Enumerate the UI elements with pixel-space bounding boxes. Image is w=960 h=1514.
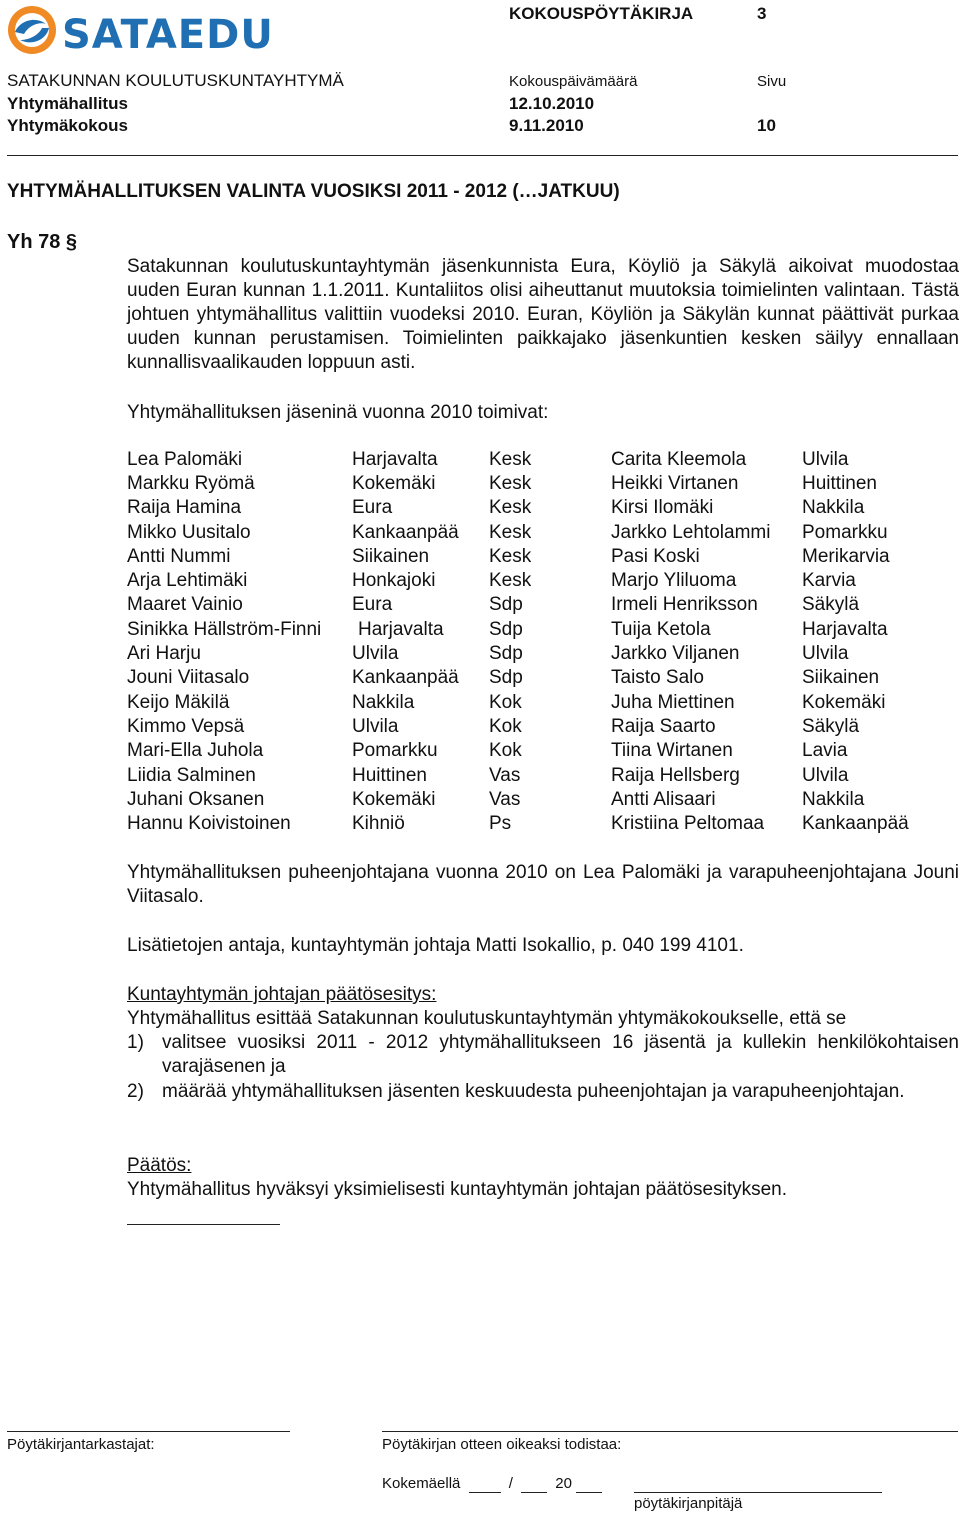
- deputy-town: Säkylä: [802, 716, 860, 737]
- member-town: Harjavalta: [358, 619, 444, 640]
- date-label: Kokouspäivämäärä: [509, 73, 638, 90]
- member-party: Vas: [489, 765, 521, 786]
- member-party: Kesk: [489, 449, 532, 470]
- member-name: Arja Lehtimäki: [127, 570, 248, 591]
- deputy-name: Kristiina Peltomaa: [611, 813, 765, 834]
- member-party: Kesk: [489, 473, 532, 494]
- section-title: YHTYMÄHALLITUKSEN VALINTA VUOSIKSI 2011 - 2012 (…JATKUU): [7, 181, 620, 202]
- member-name: Markku Ryömä: [127, 473, 255, 494]
- sataedu-logo-mark: [6, 4, 58, 56]
- member-town: Pomarkku: [352, 740, 438, 761]
- meeting-body-2: Yhtymäkokous: [7, 116, 128, 135]
- deputy-town: Merikarvia: [802, 546, 890, 567]
- meeting-body-1: Yhtymähallitus: [7, 94, 128, 113]
- deputy-name: Jarkko Viljanen: [611, 643, 740, 664]
- member-party: Kesk: [489, 570, 532, 591]
- deputy-town: Ulvila: [802, 449, 849, 470]
- deputy-town: Huittinen: [802, 473, 877, 494]
- deputy-name: Taisto Salo: [611, 667, 704, 688]
- deputy-town: Kankaanpää: [802, 813, 909, 834]
- deputy-town: Karvia: [802, 570, 856, 591]
- deputy-name: Tuija Ketola: [611, 619, 711, 640]
- day-blank: [469, 1475, 501, 1493]
- doc-number: 3: [757, 4, 767, 23]
- deputy-name: Tiina Wirtanen: [611, 740, 733, 761]
- member-town: Nakkila: [352, 692, 415, 713]
- member-name: Hannu Koivistoinen: [127, 813, 291, 834]
- deputy-town: Harjavalta: [802, 619, 888, 640]
- chair-paragraph: Yhtymähallituksen puheenjohtajana vuonna 2010 on Lea Palomäki ja varapuheenjohtajana Jouni Viitasalo.: [127, 862, 959, 907]
- deputy-town: Nakkila: [802, 497, 865, 518]
- list-text: määrää yhtymähallituksen jäsenten keskuudesta puheenjohtajan ja varapuheenjohtajan.: [162, 1081, 905, 1102]
- deputy-town: Ulvila: [802, 643, 849, 664]
- member-party: Sdp: [489, 619, 523, 640]
- member-town: Ulvila: [352, 643, 399, 664]
- list-number: 1): [127, 1032, 144, 1053]
- deputy-town: Siikainen: [802, 667, 880, 688]
- sataedu-logo: [6, 4, 274, 62]
- member-name: Jouni Viitasalo: [127, 667, 250, 688]
- member-name: Raija Hamina: [127, 497, 242, 518]
- proposal-text: Yhtymähallitus esittää Satakunnan koulutuskuntayhtymän yhtymäkokoukselle, että se: [127, 1008, 847, 1029]
- deputy-town: Säkylä: [802, 594, 860, 615]
- member-party: Vas: [489, 789, 521, 810]
- sataedu-logo-text: SATAEDU: [62, 12, 274, 58]
- deputy-name: Jarkko Lehtolammi: [611, 522, 771, 543]
- deputy-town: Ulvila: [802, 765, 849, 786]
- member-town: Harjavalta: [352, 449, 438, 470]
- deputy-town: Kokemäki: [802, 692, 886, 713]
- member-party: Kok: [489, 740, 522, 761]
- member-name: Lea Palomäki: [127, 449, 243, 470]
- member-party: Kesk: [489, 546, 532, 567]
- deputy-name: Juha Miettinen: [611, 692, 735, 713]
- member-town: Kankaanpää: [352, 667, 459, 688]
- deputy-name: Heikki Virtanen: [611, 473, 739, 494]
- member-party: Kok: [489, 716, 522, 737]
- deputy-name: Raija Hellsberg: [611, 765, 740, 786]
- footer-divider-left: [7, 1431, 290, 1432]
- deputy-town: Lavia: [802, 740, 848, 761]
- list-number: 2): [127, 1081, 144, 1102]
- deputy-name: Kirsi Ilomäki: [611, 497, 714, 518]
- member-name: Antti Nummi: [127, 546, 231, 567]
- doc-type: KOKOUSPÖYTÄKIRJA: [509, 4, 694, 23]
- member-name: Sinikka Hällström-Finni: [127, 619, 322, 640]
- year-blank: [576, 1475, 602, 1493]
- member-name: Keijo Mäkilä: [127, 692, 230, 713]
- deputy-name: Antti Alisaari: [611, 789, 716, 810]
- member-party: Kesk: [489, 522, 532, 543]
- member-name: Liidia Salminen: [127, 765, 256, 786]
- item-number: Yh 78 §: [7, 231, 78, 253]
- deputy-name: Marjo Yliluoma: [611, 570, 737, 591]
- list-text: valitsee vuosiksi 2011 - 2012 yhtymähallitukseen 16 jäsentä ja kullekin henkilökohtaisen varajäsenen ja: [162, 1032, 959, 1077]
- member-party: Sdp: [489, 594, 523, 615]
- deputy-town: Nakkila: [802, 789, 865, 810]
- proposal-heading: Kuntayhtymän johtajan päätösesitys:: [127, 984, 437, 1005]
- member-name: Juhani Oksanen: [127, 789, 265, 810]
- year-prefix: 20: [555, 1475, 572, 1492]
- organization-name: SATAKUNNAN KOULUTUSKUNTAYHTYMÄ: [7, 71, 344, 90]
- deputy-name: Carita Kleemola: [611, 449, 747, 470]
- proposal-item-1: [127, 1031, 959, 1079]
- member-town: Kokemäki: [352, 473, 436, 494]
- member-name: Kimmo Vepsä: [127, 716, 245, 737]
- member-town: Ulvila: [352, 716, 399, 737]
- member-town: Honkajoki: [352, 570, 436, 591]
- member-name: Mikko Uusitalo: [127, 522, 251, 543]
- certified-label: Pöytäkirjan otteen oikeaksi todistaa:: [382, 1436, 622, 1453]
- info-line: Lisätietojen antaja, kuntayhtymän johtaja Matti Isokallio, p. 040 199 4101.: [127, 935, 744, 956]
- month-blank: [521, 1475, 547, 1493]
- member-party: Ps: [489, 813, 512, 834]
- member-town: Kihniö: [352, 813, 405, 834]
- date-separator: /: [508, 1475, 513, 1492]
- page-label: Sivu: [757, 73, 787, 90]
- member-town: Kankaanpää: [352, 522, 459, 543]
- members-heading: Yhtymähallituksen jäseninä vuonna 2010 toimivat:: [127, 402, 549, 423]
- decision-text: Yhtymähallitus hyväksyi yksimielisesti kuntayhtymän johtajan päätösesityksen.: [127, 1179, 788, 1200]
- footer-divider-right: [382, 1431, 958, 1432]
- end-rule: [127, 1224, 280, 1225]
- member-town: Eura: [352, 594, 393, 615]
- member-party: Sdp: [489, 643, 523, 664]
- deputy-name: Pasi Koski: [611, 546, 700, 567]
- checkers-label: Pöytäkirjantarkastajat:: [7, 1436, 155, 1453]
- member-town: Eura: [352, 497, 393, 518]
- member-name: Ari Harju: [127, 643, 201, 664]
- member-party: Kok: [489, 692, 522, 713]
- signature-line: [634, 1492, 882, 1493]
- meeting-date-1: 12.10.2010: [509, 94, 595, 113]
- intro-paragraph: Satakunnan koulutuskuntayhtymän jäsenkunnista Eura, Köyliö ja Säkylä aikoivat muodostaa uuden Euran kunnan 1.1.2011. Kuntaliitos olisi aiheuttanut muutoksia toimielinten valintaan. Tästä johtuen yhtymähallitus valittiin vuodeksi 2010. Euran, Köyliön ja Säkylän kunnat päättivät purkaa uuden kunnan perustamisen. Toimielinten paikkajako jäsenkuntien kesken säilyy ennallaan kunnallisvaalikauden loppuun asti.: [127, 256, 959, 373]
- signature-place: [382, 1475, 602, 1493]
- keeper-label: pöytäkirjanpitäjä: [634, 1495, 743, 1512]
- proposal-item-2: [127, 1080, 959, 1128]
- deputy-name: Irmeli Henriksson: [611, 594, 758, 615]
- member-name: Mari-Ella Juhola: [127, 740, 264, 761]
- decision-heading: Päätös:: [127, 1155, 192, 1176]
- member-name: Maaret Vainio: [127, 594, 243, 615]
- place-text: Kokemäellä: [382, 1475, 461, 1492]
- member-party: Kesk: [489, 497, 532, 518]
- member-town: Huittinen: [352, 765, 427, 786]
- header-divider: [7, 155, 958, 156]
- deputy-town: Pomarkku: [802, 522, 888, 543]
- deputy-name: Raija Saarto: [611, 716, 716, 737]
- meeting-date-2: 9.11.2010: [509, 116, 584, 135]
- page-number: 10: [757, 116, 776, 135]
- member-party: Sdp: [489, 667, 523, 688]
- member-town: Siikainen: [352, 546, 430, 567]
- member-town: Kokemäki: [352, 789, 436, 810]
